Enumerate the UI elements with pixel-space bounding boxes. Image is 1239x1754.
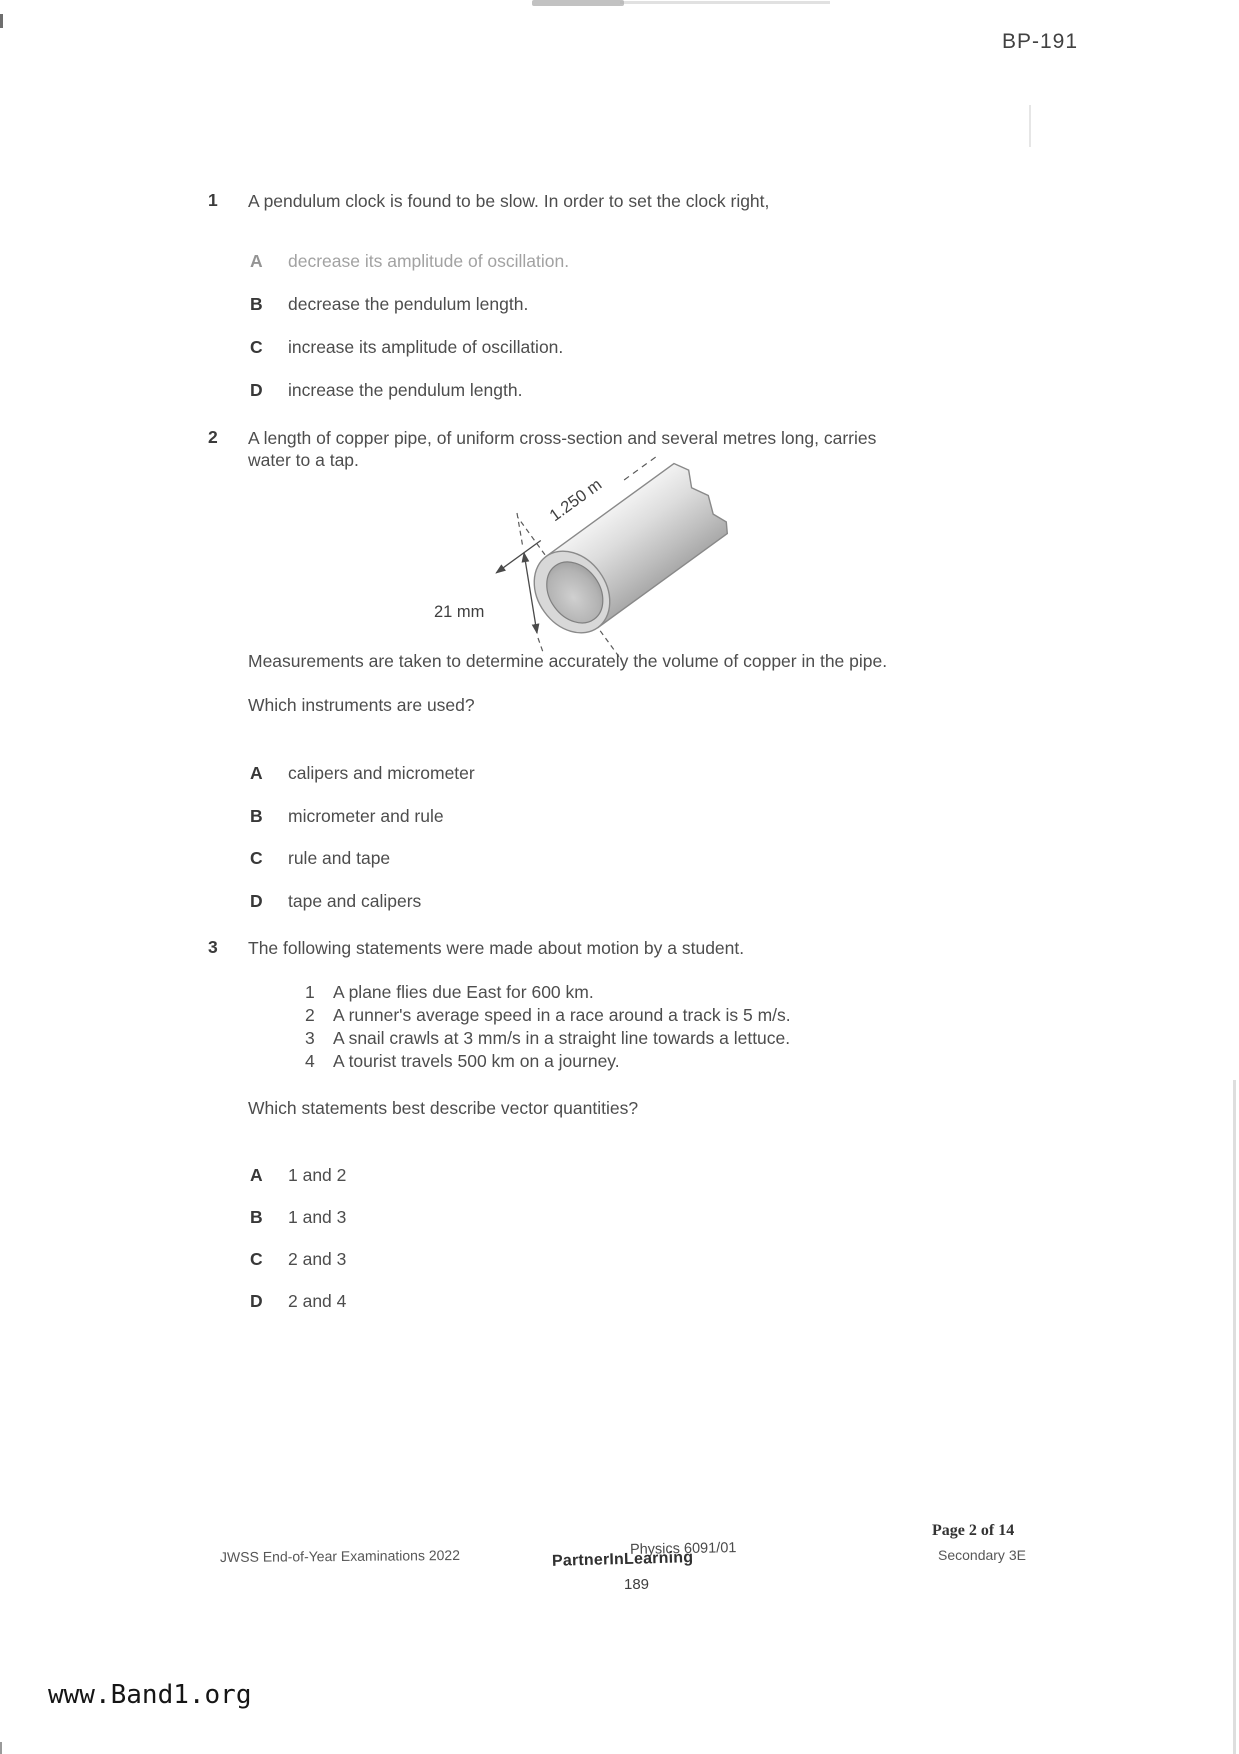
option-text: increase the pendulum length. <box>288 380 523 400</box>
option-letter: C <box>250 848 263 868</box>
option-text: decrease the pendulum length. <box>288 294 529 314</box>
q2-text-line1: A length of copper pipe, of uniform cross-section and several metres long, carries <box>248 428 877 448</box>
option-text: 2 and 3 <box>288 1249 347 1269</box>
option-text: calipers and micrometer <box>288 763 475 783</box>
q2-option-d <box>250 891 421 912</box>
scan-corner-mark <box>0 1742 2 1754</box>
option-letter: D <box>250 380 263 400</box>
q2-measurements-text: Measurements are taken to determine accurately the volume of copper in the pipe. <box>248 651 888 671</box>
option-letter: D <box>250 1291 263 1311</box>
option-text: 1 and 3 <box>288 1207 347 1227</box>
footer-page-number: 189 <box>624 1576 650 1593</box>
footer-page-info: Page 2 of 14 <box>932 1522 1015 1539</box>
option-letter: A <box>250 1165 263 1185</box>
length-extension-line <box>518 518 545 555</box>
option-text: decrease its amplitude of oscillation. <box>288 251 570 271</box>
statement-number: 2 <box>305 1005 315 1025</box>
scan-edge-tick <box>0 14 3 28</box>
q3-statements <box>305 981 791 1073</box>
option-letter: C <box>250 1249 263 1269</box>
option-text: tape and calipers <box>288 891 422 911</box>
q3-option-c <box>250 1249 346 1270</box>
scan-streak-top <box>620 1 830 4</box>
option-letter: A <box>250 251 263 271</box>
q2-text-line2: water to a tap. <box>248 450 359 470</box>
statement-text: A runner's average speed in a race around a track is 5 m/s. <box>333 1005 791 1025</box>
q1-option-a <box>250 251 569 272</box>
q1-option-d <box>250 380 522 401</box>
statement-text: A plane flies due East for 600 km. <box>333 982 594 1002</box>
option-letter: A <box>250 763 263 783</box>
option-letter: B <box>250 1207 263 1227</box>
footer-paper-code: Physics 6091/01 <box>629 1540 737 1558</box>
diameter-label: 21 mm <box>434 603 485 621</box>
q1-text: A pendulum clock is found to be slow. In order to set the clock right, <box>248 191 770 211</box>
statement-number: 4 <box>305 1051 315 1071</box>
option-letter: B <box>250 294 263 314</box>
copper-pipe-figure <box>390 455 750 660</box>
option-text: increase its amplitude of oscillation. <box>288 337 564 357</box>
q3-prompt: Which statements best describe vector quantities? <box>248 1098 639 1118</box>
statement-4 <box>305 1050 791 1073</box>
footer-exam-title: JWSS End-of-Year Examinations 2022 <box>219 1546 461 1566</box>
option-text: micrometer and rule <box>288 806 444 826</box>
scan-scratch-right <box>1029 105 1031 147</box>
q1-option-c <box>250 337 563 358</box>
scan-edge-line-right <box>1233 1080 1236 1754</box>
option-letter: C <box>250 337 263 357</box>
footer-watermark-text: PartnerInLearning <box>551 1549 694 1570</box>
option-text: 1 and 2 <box>288 1165 347 1185</box>
option-text: rule and tape <box>288 848 391 868</box>
q3-number: 3 <box>208 937 218 957</box>
statement-3 <box>305 1027 791 1050</box>
option-letter: D <box>250 891 263 911</box>
q1-option-b <box>250 294 528 315</box>
footer-class-info: Secondary 3E <box>938 1547 1026 1563</box>
q2-option-a <box>250 763 475 784</box>
q3-option-a <box>250 1165 346 1186</box>
option-letter: B <box>250 806 263 826</box>
scan-smudge-top <box>532 0 624 6</box>
site-watermark: www.Band1.org <box>48 1680 252 1710</box>
q3-text: The following statements were made about motion by a student. <box>248 938 745 958</box>
option-text: 2 and 4 <box>288 1291 347 1311</box>
q2-option-b <box>250 806 444 827</box>
statement-number: 1 <box>305 982 315 1002</box>
q1-number: 1 <box>208 190 218 210</box>
pipe-rotated-group <box>477 455 750 660</box>
q2-option-c <box>250 848 390 869</box>
q2-number: 2 <box>208 427 218 447</box>
q3-option-b <box>250 1207 346 1228</box>
statement-2 <box>305 1004 791 1027</box>
page-code: BP-191 <box>1002 30 1079 53</box>
statement-1 <box>305 981 791 1004</box>
length-dim-arrow <box>496 541 540 573</box>
q2-instruments-question: Which instruments are used? <box>248 695 475 715</box>
statement-text: A tourist travels 500 km on a journey. <box>333 1051 620 1071</box>
statement-number: 3 <box>305 1028 315 1048</box>
length-label: 1.250 m <box>546 475 606 526</box>
q3-option-d <box>250 1291 346 1312</box>
statement-text: A snail crawls at 3 mm/s in a straight line towards a lettuce. <box>333 1028 791 1048</box>
